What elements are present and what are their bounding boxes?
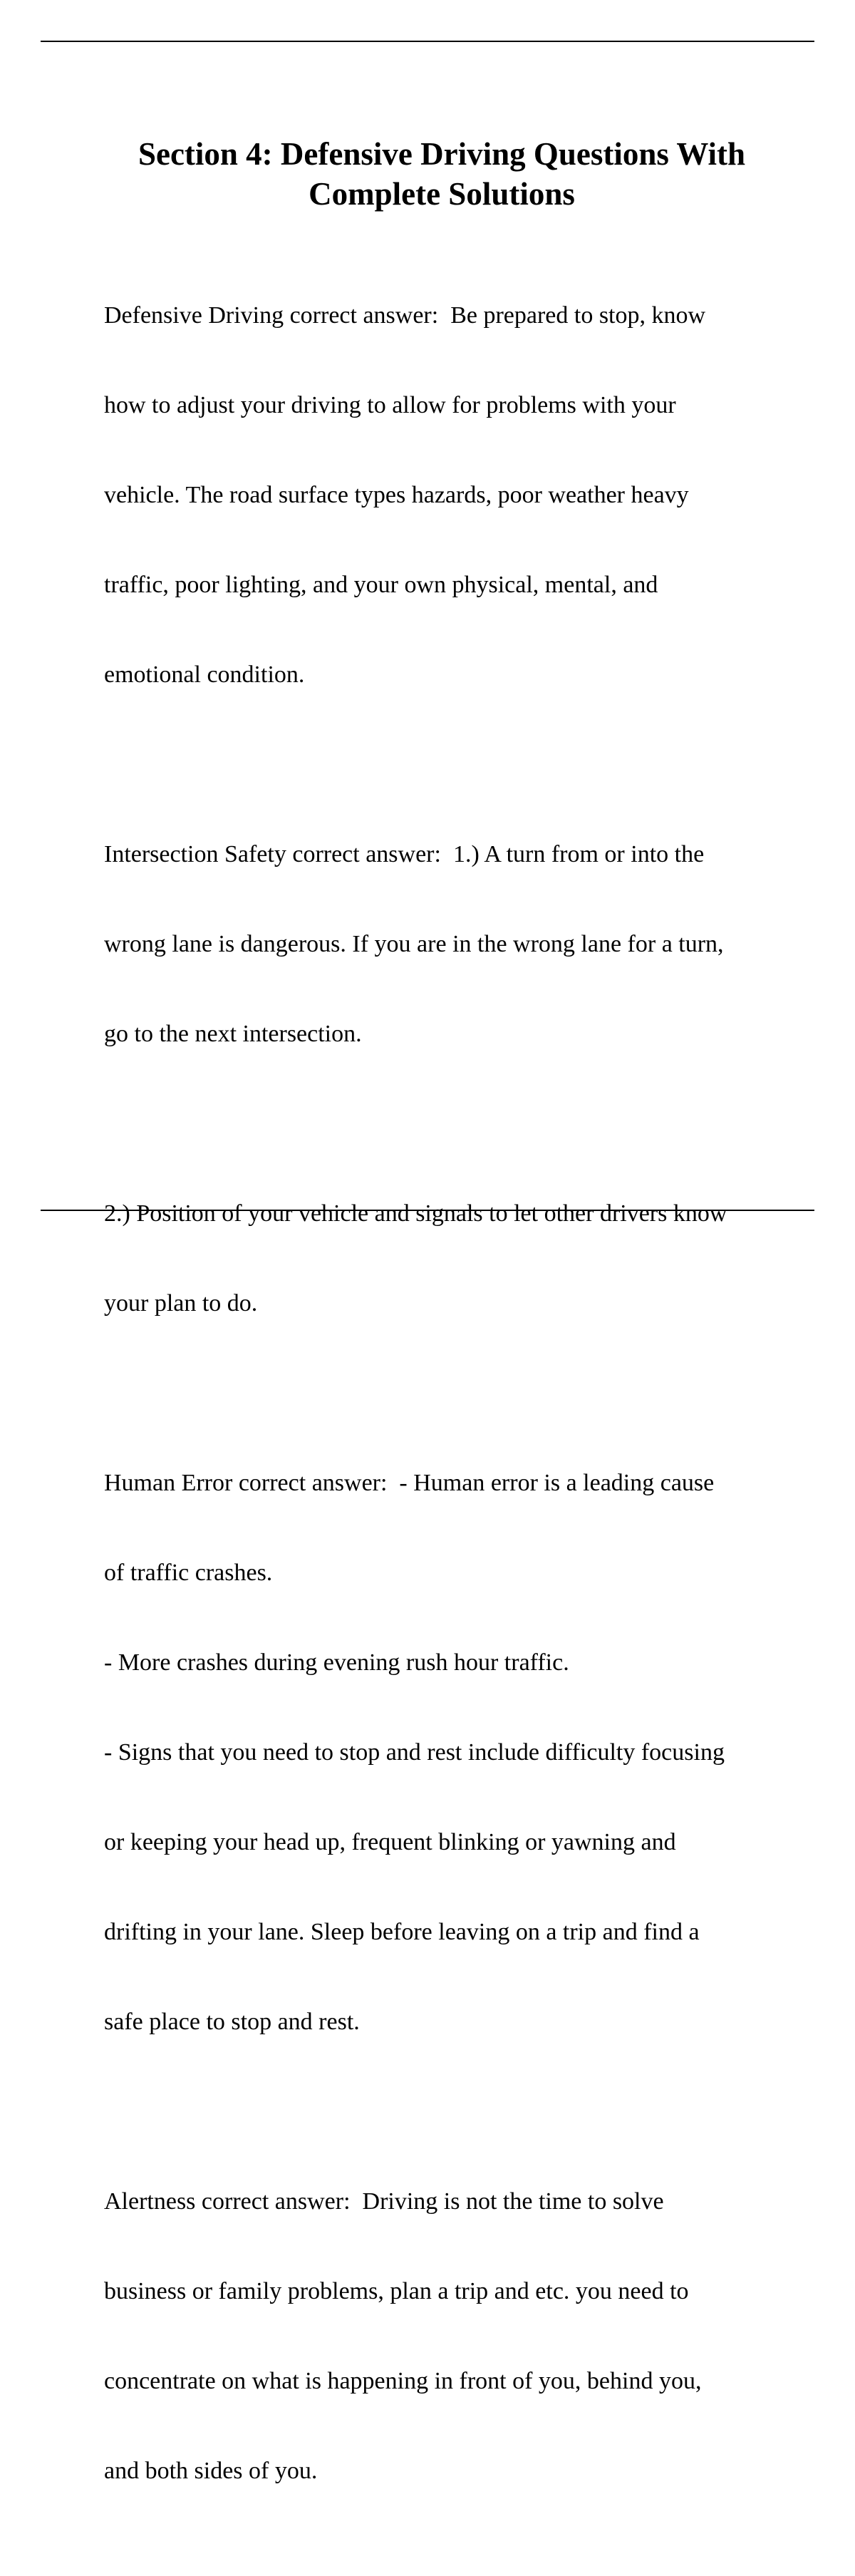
text-line: safe place to stop and rest. [104,2009,360,2035]
text-line: and both sides of you. [104,2458,318,2484]
paragraph-intersection-safety [104,780,788,1109]
bottom-divider [41,1210,814,1211]
text-line: Human Error correct answer: - Human error is a leading cause [104,1470,715,1496]
page-title [100,134,784,214]
text-line: wrong lane is dangerous. If you are in the wrong lane for a turn, [104,931,724,957]
text-line: drifting in your lane. Sleep before leaving on a trip and find a [104,1919,700,1945]
text-line: 2.) Position of your vehicle and signals to let other drivers know [104,1200,727,1227]
text-line: your plan to do. [104,1290,258,1317]
text-line: vehicle. The road surface types hazards, poor weather heavy [104,482,689,508]
text-line: Defensive Driving correct answer: Be prepared to stop, know [104,302,706,329]
text-line: Intersection Safety correct answer: 1.) A turn from or into the [104,841,705,867]
top-divider [41,41,814,42]
text-line: or keeping your head up, frequent blinking or yawning and [104,1829,676,1855]
text-line: - More crashes during evening rush hour traffic. [104,1649,569,1676]
text-line: traffic, poor lighting, and your own physical, mental, and [104,572,658,598]
text-line: go to the next intersection. [104,1021,362,1047]
page-title-line-1: Section 4: Defensive Driving Questions With [138,136,746,172]
text-line: concentrate on what is happening in front of you, behind you, [104,2368,702,2394]
text-line: emotional condition. [104,661,305,688]
text-line: how to adjust your driving to allow for problems with your [104,392,676,418]
paragraph-defensive-driving [104,241,788,750]
paragraph-alertness [104,2127,788,2546]
text-line: business or family problems, plan a trip and etc. you need to [104,2278,689,2304]
text-line: of traffic crashes. [104,1560,273,1586]
page-title-line-2: Complete Solutions [309,176,575,212]
paragraph-human-error [104,1408,788,2097]
text-line: Alertness correct answer: Driving is not the time to solve [104,2188,664,2215]
text-line: - Signs that you need to stop and rest include difficulty focusing [104,1739,725,1766]
paragraph-intersection-safety-2 [104,1139,788,1379]
document-body [104,241,788,2576]
